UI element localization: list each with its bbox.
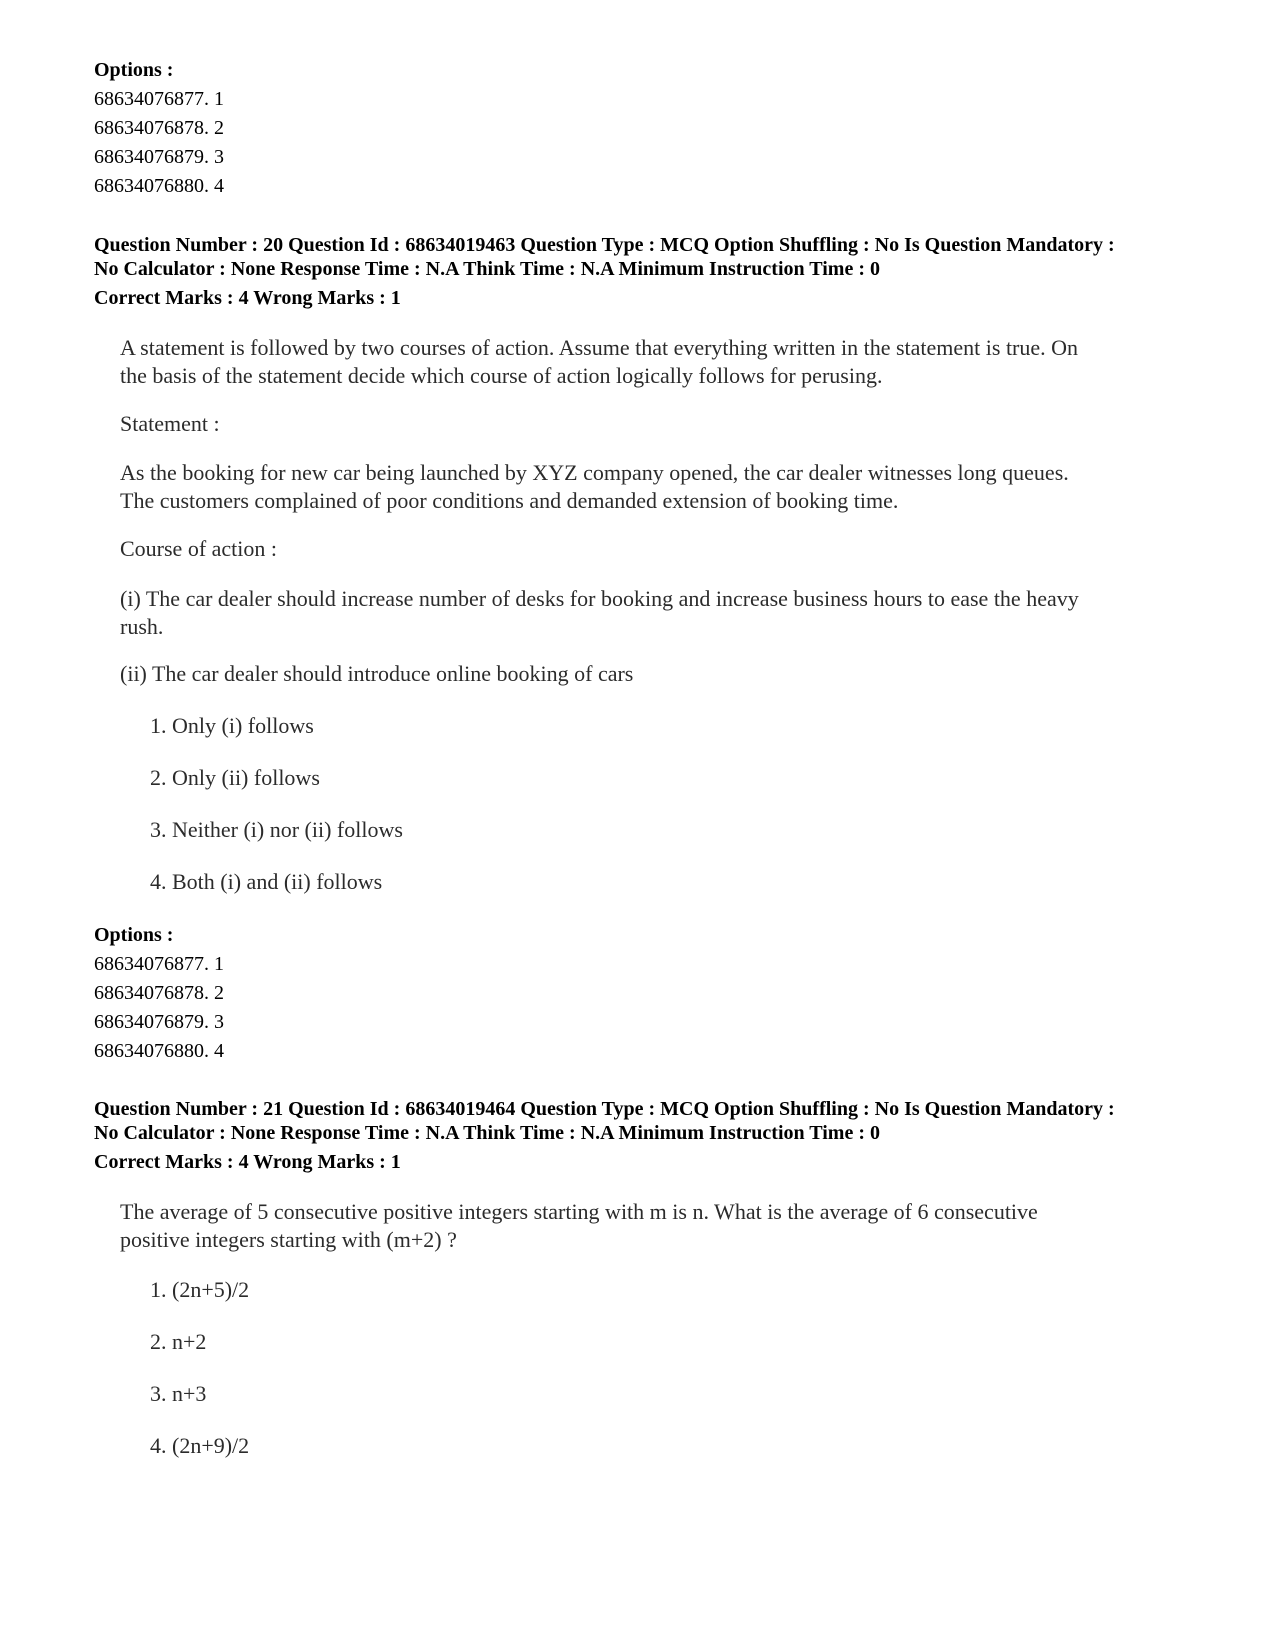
course-1: [120, 585, 1180, 641]
option-item: 68634076877. 1: [94, 88, 224, 110]
course-label-text: Course of action :: [120, 536, 278, 561]
answer-choice: 3. Neither (i) nor (ii) follows: [150, 817, 403, 842]
question-meta-line: No Calculator : None Response Time : N.A Think Time : N.A Minimum Instruction Time : 0: [94, 258, 880, 280]
statement-text: [120, 459, 1180, 515]
course-line: (ii) The car dealer should introduce online booking of cars: [120, 661, 634, 686]
question-21-meta: [94, 1097, 1115, 1177]
question-21-text: [120, 1198, 1180, 1254]
course-line: (i) The car dealer should increase number of desks for booking and increase business hours to ease the heavy: [120, 586, 1079, 611]
question-meta-line: No Calculator : None Response Time : N.A Think Time : N.A Minimum Instruction Time : 0: [94, 1122, 880, 1144]
answer-choice: 2. n+2: [150, 1329, 207, 1354]
option-item: 68634076877. 1: [94, 953, 224, 975]
options-heading: Options :: [94, 59, 174, 81]
answer-choice: 4. Both (i) and (ii) follows: [150, 869, 383, 894]
course-line: rush.: [120, 614, 164, 639]
question-meta-line: Question Number : 20 Question Id : 68634019463 Question Type : MCQ Option Shuffling : No Is Question Mandatory :: [94, 234, 1115, 256]
question-text-line: the basis of the statement decide which course of action logically follows for perusing.: [120, 363, 883, 388]
option-item: 68634076879. 3: [94, 1011, 224, 1033]
answer-choice: 1. (2n+5)/2: [150, 1277, 250, 1302]
question-marks: Correct Marks : 4 Wrong Marks : 1: [94, 1151, 401, 1173]
question-20-intro: [120, 334, 1180, 390]
question-marks: Correct Marks : 4 Wrong Marks : 1: [94, 287, 401, 309]
option-item: 68634076880. 4: [94, 1040, 224, 1062]
option-item: 68634076879. 3: [94, 146, 224, 168]
options-heading: Options :: [94, 924, 174, 946]
answer-choice: 2. Only (ii) follows: [150, 765, 320, 790]
option-item: 68634076878. 2: [94, 982, 224, 1004]
answer-choice: 1. Only (i) follows: [150, 713, 314, 738]
top-options-block: [94, 56, 224, 201]
question-20-options: [94, 921, 224, 1066]
statement-line: As the booking for new car being launched by XYZ company opened, the car dealer witnesses long queues.: [120, 460, 1069, 485]
question-text-line: A statement is followed by two courses of action. Assume that everything written in the statement is true. On: [120, 335, 1079, 360]
option-item: 68634076880. 4: [94, 175, 224, 197]
statement-label-text: Statement :: [120, 411, 220, 436]
question-text-line: The average of 5 consecutive positive integers starting with m is n. What is the average of 6 consecutive: [120, 1199, 1038, 1224]
option-item: 68634076878. 2: [94, 117, 224, 139]
statement-label: [120, 410, 1180, 438]
statement-line: The customers complained of poor conditions and demanded extension of booking time.: [120, 488, 899, 513]
course-2: [120, 660, 1180, 688]
question-text-line: positive integers starting with (m+2) ?: [120, 1227, 457, 1252]
answer-choice: 3. n+3: [150, 1381, 207, 1406]
course-label: [120, 535, 1180, 563]
question-20-meta: [94, 233, 1115, 313]
question-meta-line: Question Number : 21 Question Id : 68634019464 Question Type : MCQ Option Shuffling : No Is Question Mandatory :: [94, 1098, 1115, 1120]
answer-choice: 4. (2n+9)/2: [150, 1433, 250, 1458]
